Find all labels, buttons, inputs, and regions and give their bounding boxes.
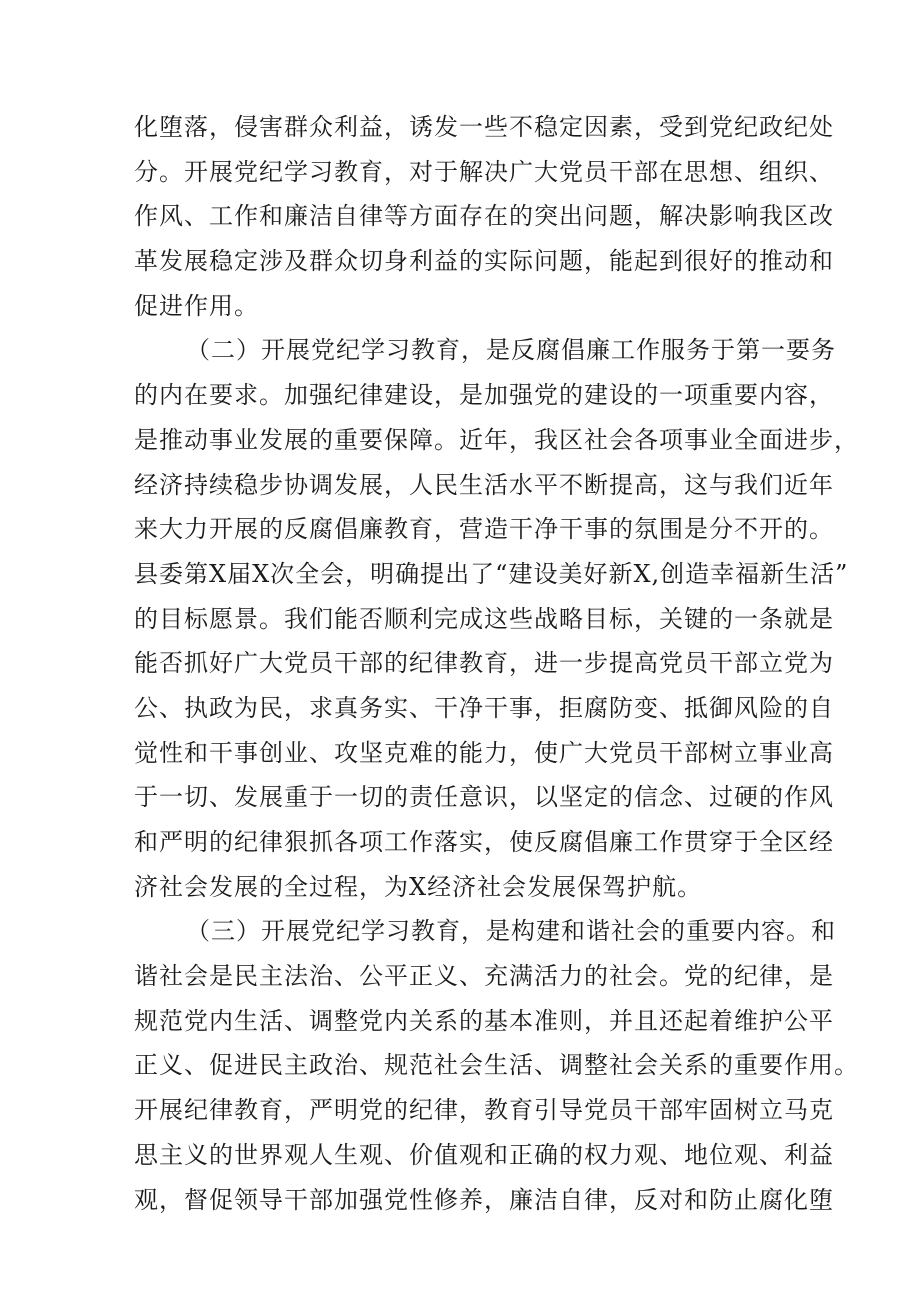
text-line: 的内在要求。加强纪律建设，是加强党的建设的一项重要内容， — [134, 381, 834, 410]
text-line: 革发展稳定涉及群众切身利益的实际问题，能起到很好的推动和 — [134, 247, 834, 276]
text-line: 规范党内生活、调整党内关系的基本准则，并且还起着维护公平 — [134, 1006, 834, 1035]
text-line: 谐社会是民主法治、公平正义、充满活力的社会。党的纪律，是 — [134, 962, 834, 991]
text-line: 开展纪律教育，严明党的纪律，教育引导党员干部牢固树立马克 — [134, 1096, 834, 1125]
text-line: 化堕落，侵害群众利益，诱发一些不稳定因素，受到党纪政纪处 — [134, 113, 834, 141]
text-line: 观，督促领导干部加强党性修养，廉洁自律，反对和防止腐化堕 — [134, 1185, 834, 1214]
section-heading-line: （三）开展党纪学习教育，是构建和谐社会的重要内容。和 — [186, 917, 836, 946]
text-line: 于一切、发展重于一切的责任意识，以坚定的信念、过硬的作风 — [134, 783, 834, 812]
text-line: 促进作用。 — [134, 291, 259, 320]
text-line: 分。开展党纪学习教育，对于解决广大党员干部在思想、组织、 — [134, 157, 834, 186]
text-line: 经济持续稳步协调发展，人民生活水平不断提高，这与我们近年 — [134, 470, 834, 499]
text-line: 和严明的纪律狠抓各项工作落实，使反腐倡廉工作贯穿于全区经 — [134, 828, 834, 856]
document-body — [134, 105, 859, 1222]
text-line: 是推动事业发展的重要保障。近年，我区社会各项事业全面进步， — [134, 425, 859, 454]
text-line: 县委第X届X次全会，明确提出了“建设美好新X,创造幸福新生活” — [134, 559, 849, 588]
text-line: 正义、促进民主政治、规范社会生活、调整社会关系的重要作用。 — [134, 1051, 859, 1080]
text-line: 能否抓好广大党员干部的纪律教育，进一步提高党员干部立党为 — [134, 649, 834, 678]
text-line: 来大力开展的反腐倡廉教育，营造干净干事的氛围是分不开的。 — [134, 515, 834, 544]
text-line: 思主义的世界观人生观、价值观和正确的权力观、地位观、利益 — [134, 1140, 834, 1169]
section-heading-line: （二）开展党纪学习教育，是反腐倡廉工作服务于第一要务 — [186, 336, 836, 365]
text-line: 济社会发展的全过程，为X经济社会发展保驾护航。 — [134, 872, 703, 901]
text-line: 公、执政为民，求真务实、干净干事，拒腐防变、抵御风险的自 — [134, 693, 834, 722]
text-line: 作风、工作和廉洁自律等方面存在的突出问题，解决影响我区改 — [134, 202, 834, 231]
text-line: 觉性和干事创业、攻坚克难的能力，使广大党员干部树立事业高 — [134, 738, 834, 767]
text-line: 的目标愿景。我们能否顺利完成这些战略目标，关键的一条就是 — [134, 604, 834, 633]
